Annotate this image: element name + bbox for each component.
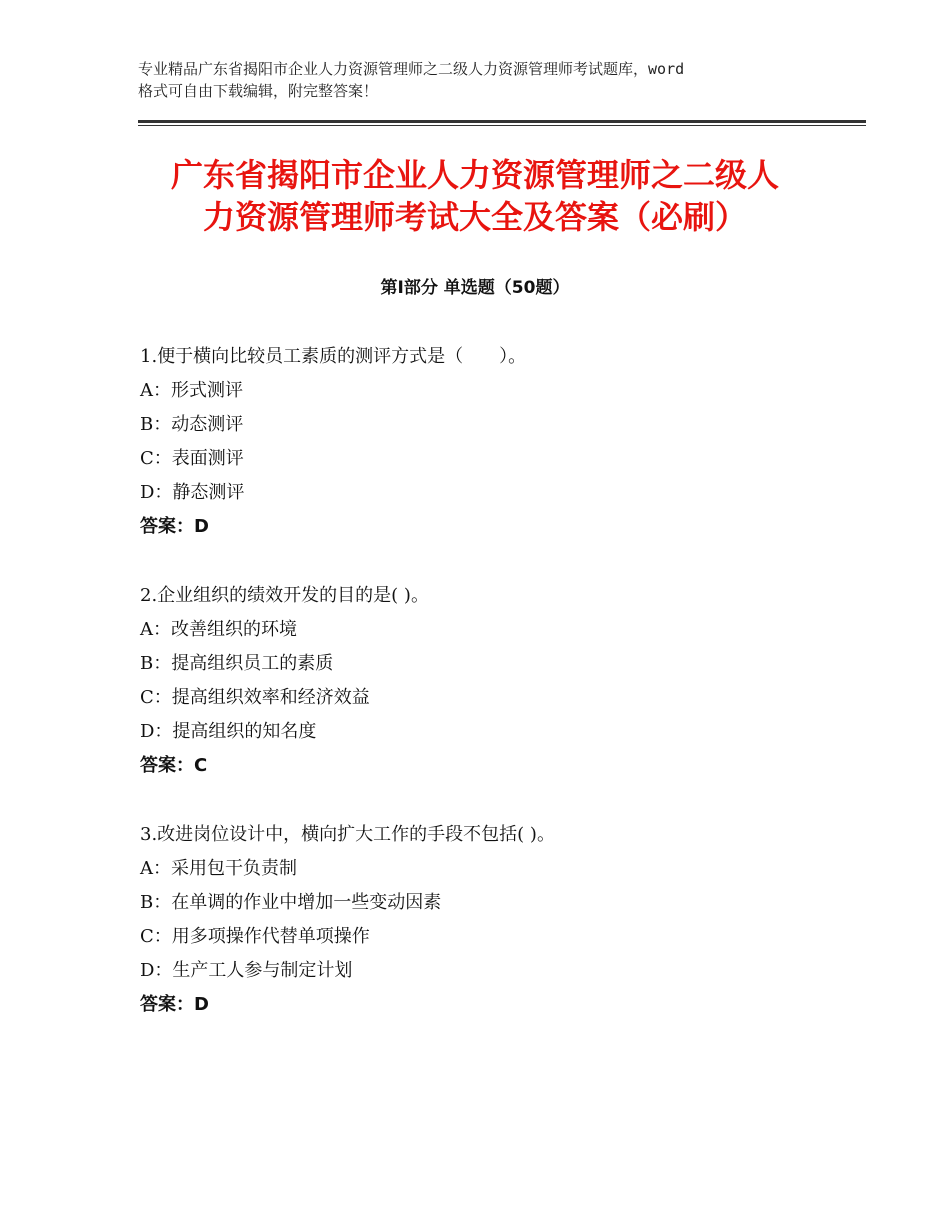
- option-d: D：生产工人参与制定计划: [140, 960, 353, 981]
- header-divider-thick: [138, 120, 866, 123]
- question-1: [140, 340, 880, 544]
- document-title-line-1: 广东省揭阳市企业人力资源管理师之二级人: [170, 156, 779, 194]
- option-a: A：采用包干负责制: [140, 858, 297, 879]
- option-a: A：形式测评: [140, 380, 243, 401]
- option-d: D：提高组织的知名度: [140, 721, 317, 742]
- question-2: [140, 579, 880, 783]
- document-header-note: [138, 58, 838, 102]
- question-stem: 1.便于横向比较员工素质的测评方式是（ ）。: [140, 346, 527, 367]
- option-b: B：提高组织员工的素质: [140, 653, 334, 674]
- question-3: [140, 818, 880, 1022]
- option-b: B：在单调的作业中增加一些变动因素: [140, 892, 442, 913]
- answer-key: 答案：D: [140, 516, 209, 537]
- option-a: A：改善组织的环境: [140, 619, 297, 640]
- option-d: D：静态测评: [140, 482, 245, 503]
- header-divider-thin: [138, 125, 866, 126]
- option-c: C：表面测评: [140, 448, 244, 469]
- answer-key: 答案：C: [140, 755, 208, 776]
- option-b: B：动态测评: [140, 414, 244, 435]
- answer-key: 答案：D: [140, 994, 209, 1015]
- option-c: C：提高组织效率和经济效益: [140, 687, 370, 708]
- document-title-line-2: 力资源管理师考试大全及答案（必刷）: [202, 198, 747, 236]
- header-note-line-2: 格式可自由下载编辑，附完整答案！: [138, 82, 379, 100]
- question-stem: 2.企业组织的绩效开发的目的是( )。: [140, 585, 429, 606]
- header-note-line-1: 专业精品广东省揭阳市企业人力资源管理师之二级人力资源管理师考试题库，word: [138, 60, 685, 78]
- question-stem: 3.改进岗位设计中，横向扩大工作的手段不包括( )。: [140, 824, 555, 845]
- section-title: 第Ⅰ部分 单选题（50题）: [380, 278, 570, 298]
- document-title: [60, 154, 890, 238]
- option-c: C：用多项操作代替单项操作: [140, 926, 370, 947]
